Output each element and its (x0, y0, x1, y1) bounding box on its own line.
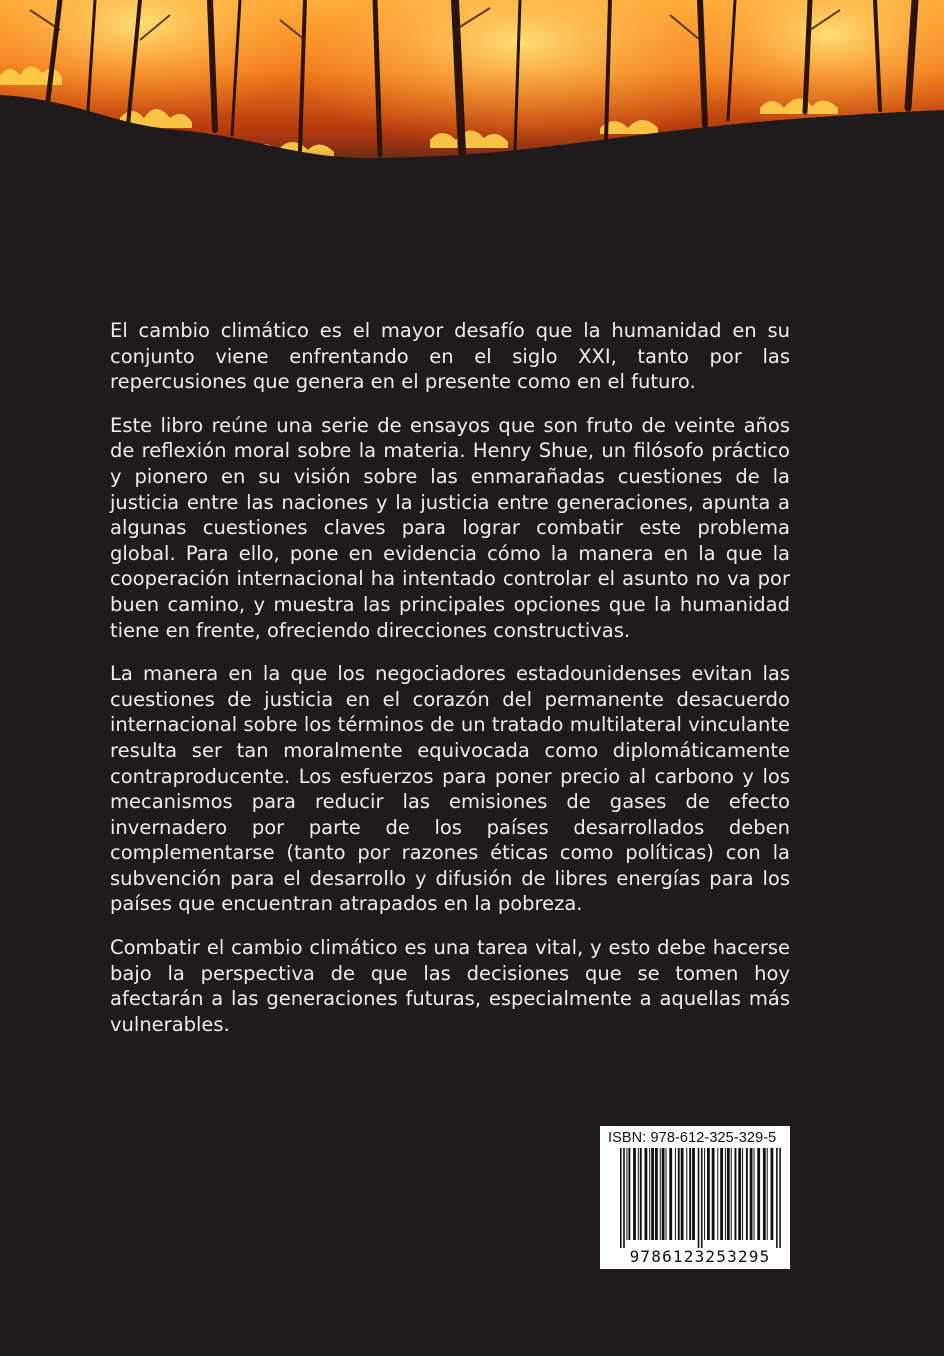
barcode-bar (620, 1148, 622, 1248)
barcode-bar (628, 1148, 630, 1240)
barcode-bar (727, 1148, 730, 1240)
barcode-bar (707, 1148, 710, 1240)
barcode-bar (720, 1148, 723, 1240)
barcode-bar (633, 1148, 636, 1240)
barcode-bar (640, 1148, 642, 1240)
barcode-bar (712, 1148, 715, 1240)
barcode-bar (698, 1148, 700, 1248)
barcode-bar (731, 1148, 732, 1240)
blurb-paragraph: El cambio climático es el mayor desafío que la humanidad en su conjunto viene enfrentando en el siglo XXI, tanto por las repercusiones que genera en el presente como en el futuro. (110, 319, 790, 394)
barcode-bar (754, 1148, 755, 1240)
barcode-bar (757, 1148, 760, 1240)
barcode-bar (662, 1148, 665, 1240)
barcode-bar (725, 1148, 726, 1240)
barcode-bar (717, 1148, 718, 1240)
barcode-bar (623, 1148, 625, 1248)
barcode-bar (655, 1148, 658, 1240)
barcode-digits: 9786123253295 (629, 1247, 771, 1266)
barcode-bar (649, 1148, 650, 1240)
barcode-bar (738, 1148, 741, 1240)
barcode-bar (763, 1148, 766, 1240)
barcode-bar (638, 1148, 639, 1240)
isbn-barcode-box (600, 1126, 790, 1269)
barcode-bar (626, 1148, 627, 1240)
barcode-bar (692, 1148, 695, 1240)
forest-fire-image (0, 0, 944, 200)
blurb-paragraph: Combatir el cambio climático es una tarea vital, y esto debe hacerse bajo la perspectiva de que las decisiones que se tomen hoy afectarán a las generaciones futuras, especialmente a aquellas más vulnerables. (110, 936, 790, 1036)
barcode (618, 1148, 782, 1266)
barcode-bar (742, 1148, 743, 1240)
back-cover-blurb (110, 318, 790, 1055)
barcode-bar (689, 1148, 691, 1240)
barcode-bar (678, 1148, 680, 1240)
barcode-bar (660, 1148, 661, 1240)
barcode-bar (779, 1148, 781, 1248)
barcode-bar (746, 1148, 748, 1240)
barcode-bar (645, 1148, 648, 1240)
barcode-bar (701, 1148, 703, 1248)
barcode-bar (767, 1148, 768, 1240)
barcode-bar (686, 1148, 687, 1240)
barcode-bar (735, 1148, 737, 1240)
barcode-bar (651, 1148, 654, 1240)
isbn-label: ISBN: 978-612-325-329-5 (608, 1130, 777, 1146)
barcode-bar (675, 1148, 676, 1240)
barcode-bar (771, 1148, 774, 1240)
barcode-bar (776, 1148, 778, 1248)
barcode-bar (750, 1148, 753, 1240)
barcode-bar (669, 1148, 672, 1240)
barcode-bar (681, 1148, 684, 1240)
barcode-bar (666, 1148, 667, 1240)
barcode-bar (704, 1148, 705, 1240)
blurb-paragraph: Este libro reúne una serie de ensayos que son fruto de veinte años de reflexión moral sobre la materia. Henry Shue, un filósofo práctico y pionero en su visión sobre las enmarañadas cuestiones de la justicia entre las naciones y la justicia entre generaciones, apunta a algunas cuestiones claves para lograr combatir este problema global. Para ello, pone en evidencia cómo la manera en la que la cooperación internacional ha intentado controlar el asunto no va por buen camino, y muestra las principales opciones que la humanidad tiene en frente, ofreciendo direcciones constructivas. (110, 413, 790, 642)
blurb-paragraph: La manera en la que los negociadores estadounidenses evitan las cuestiones de justicia en el corazón del permanente desacuerdo internacional sobre los términos de un tratado multilateral vinculante resulta ser tan moralmente equivocada como diplomáticamente contraproducente. Los esfuerzos para poner precio al carbono y los mecanismos para reducir las emisiones de gases de efecto invernadero por parte de los países desarrollados deben complementarse (tanto por razones éticas como políticas) con la subvención para el desarrollo y difusión de libres energías para los países que encuentran atrapados en la pobreza. (110, 662, 790, 916)
